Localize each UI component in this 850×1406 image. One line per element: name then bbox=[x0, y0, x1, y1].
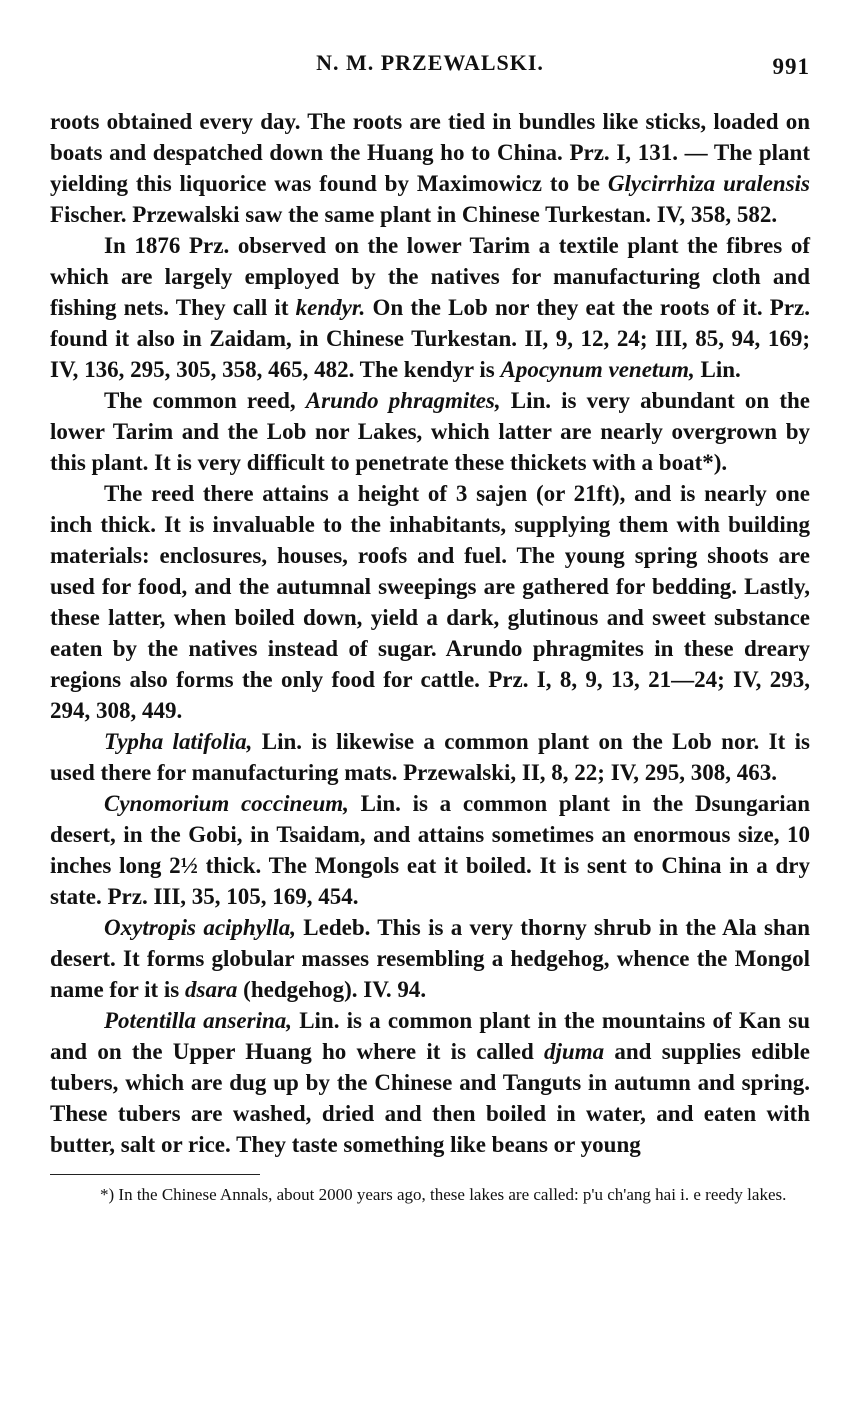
paragraph-text: In 1876 Prz. observed on the lower Tarim a textile plant the fibres of which are largely employed by the natives for manufacturing cloth and fishing nets. They call it bbox=[50, 233, 810, 320]
paragraph-text: On the Lob nor they eat the roots of it. Prz. found it also in Zaidam, in Chinese Turkestan. II, 9, 12, 24; III, 85, 94, 169; IV, 136, 295, 305, 358, 465, 482. The kendyr is bbox=[50, 295, 810, 382]
paragraph-text: Lin. bbox=[694, 357, 741, 382]
book-page bbox=[50, 48, 810, 1207]
main-text bbox=[50, 106, 810, 1160]
running-head bbox=[50, 48, 810, 82]
species-name: Typha latifolia, bbox=[104, 729, 253, 754]
native-term: djuma bbox=[544, 1039, 605, 1064]
paragraph-text: Lin. is a common plant in the Dsungarian desert, in the Gobi, in Tsaidam, and attains sometimes an enormous size, 10 inches long 2½ thick. The Mongols eat it boiled. It is sent to China in a dry state. Prz. III, 35, 105, 169, 454. bbox=[50, 791, 810, 909]
paragraph-cynomorium bbox=[50, 788, 810, 912]
paragraph-text: roots obtained every day. The roots are tied in bundles like sticks, loaded on boats and despatched down the Huang ho to China. Prz. I, 131. — The plant yielding this liquorice was found by Maximowicz to be bbox=[50, 109, 810, 196]
paragraph-text: Lin. is a common plant in the mountains of Kan su and on the Upper Huang ho where it is called bbox=[50, 1008, 810, 1064]
native-term: kendyr. bbox=[295, 295, 366, 320]
native-term: dsara bbox=[185, 977, 238, 1002]
paragraph-kendyr bbox=[50, 230, 810, 385]
page-number: 991 bbox=[772, 54, 810, 79]
paragraph-text: Fischer. Przewalski saw the same plant in Chinese Turkestan. IV, 358, 582. bbox=[50, 202, 778, 227]
paragraph-text: Lin. is very abundant on the lower Tarim and the Lob nor Lakes, which latter are nearly overgrown by this plant. It is very difficult to penetrate these thickets with a boat*). bbox=[50, 388, 810, 475]
species-name: Glycirrhiza uralensis bbox=[607, 171, 810, 196]
paragraph-text: and supplies edible tubers, which are dug up by the Chinese and Tanguts in autumn and spring. These tubers are washed, dried and then boiled in water, and eaten with butter, salt or rice. They taste something like beans or young bbox=[50, 1039, 810, 1157]
species-name: Arundo phragmites, bbox=[305, 388, 501, 413]
species-name: Cynomorium coccineum, bbox=[104, 791, 349, 816]
paragraph-potentilla bbox=[50, 1005, 810, 1160]
footnote-divider bbox=[50, 1174, 260, 1175]
species-name: Potentilla anserina, bbox=[104, 1008, 293, 1033]
paragraph-liquorice bbox=[50, 106, 810, 230]
paragraph-text: (hedgehog). IV. 94. bbox=[237, 977, 427, 1002]
paragraph-text: The common reed, bbox=[104, 388, 306, 413]
paragraph-oxytropis bbox=[50, 912, 810, 1005]
paragraph-typha bbox=[50, 726, 810, 788]
paragraph-reed-uses bbox=[50, 478, 810, 726]
paragraph-text: The reed there attains a height of 3 sajen (or 21ft), and is nearly one inch thick. It is invaluable to the inhabitants, supplying them with building materials: enclosures, houses, roofs and fuel. The young spring shoots are used for food, and the autumnal sweepings are gathered for bedding. Lastly, these latter, when boiled down, yield a dark, glutinous and sweet substance eaten by the natives instead of sugar. Arundo phragmites in these dreary regions also forms the only food for cattle. Prz. I, 8, 9, 13, 21—24; IV, 293, 294, 308, 449. bbox=[50, 481, 810, 723]
paragraph-text: Lin. is likewise a common plant on the Lob nor. It is used there for manufacturing mats. Przewalski, II, 8, 22; IV, 295, 308, 463. bbox=[50, 729, 810, 785]
paragraph-common-reed bbox=[50, 385, 810, 478]
footnote: *) In the Chinese Annals, about 2000 years ago, these lakes are called: p'u ch'ang hai i. e reedy lakes. bbox=[100, 1185, 787, 1204]
species-name: Oxytropis aciphylla, bbox=[104, 915, 296, 940]
species-name: Apocynum venetum, bbox=[500, 357, 695, 382]
paragraph-text: Ledeb. This is a very thorny shrub in the Ala shan desert. It forms globular masses resembling a hedgehog, whence the Mongol name for it is bbox=[50, 915, 810, 1002]
page-title: N. M. PRZEWALSKI. bbox=[316, 50, 544, 75]
